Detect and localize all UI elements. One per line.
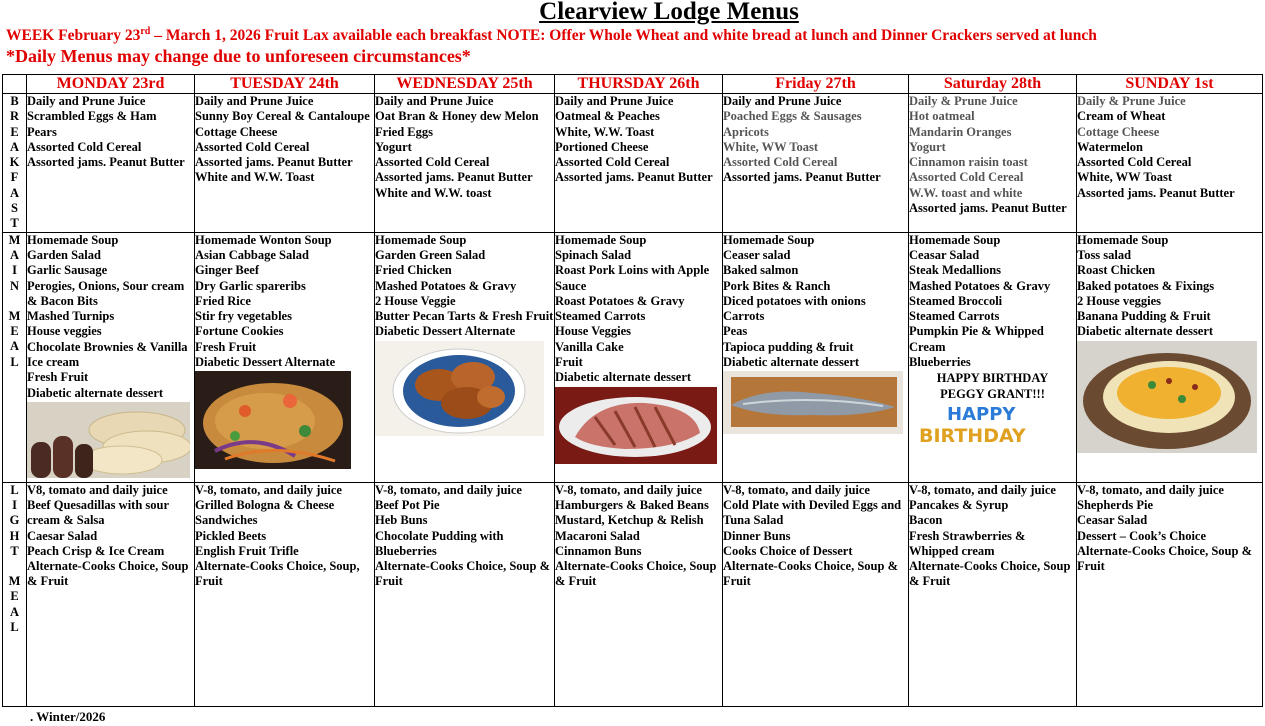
loaded-baked-potato-photo [1077, 341, 1257, 453]
light-meal-row [3, 482, 1263, 706]
roast-pork-loin-photo [555, 387, 717, 464]
breakfast-monday: Daily and Prune Juice Scrambled Eggs & Ham Pears Assorted Cold Cereal Assorted jams. Peanut Butter [27, 94, 195, 233]
breakfast-saturday: Daily & Prune Juice Hot oatmeal Mandarin Oranges Yogurt Cinnamon raisin toast Assorted Cold Cereal W.W. toast and white Assorted jams. Peanut Butter [909, 94, 1077, 233]
light-thursday: V-8, tomato, and daily juice Hamburgers & Baked Beans Mustard, Ketchup & Relish Macaroni Salad Cinnamon Buns Alternate-Cooks Choice, Soup & Fruit [555, 482, 723, 706]
week-notice-sup: rd [140, 25, 151, 37]
day-header-thursday: THURSDAY 26th [555, 75, 723, 94]
week-notice [6, 27, 1097, 45]
season-footer: . Winter/2026 [30, 709, 106, 724]
day-header-monday: MONDAY 23rd [27, 75, 195, 94]
happy-graphic-text: HAPPY [947, 403, 1016, 425]
light-wednesday: V-8, tomato, and daily juice Beef Pot Pie Heb Buns Chocolate Pudding with Blueberries Alternate-Cooks Choice, Soup & Fruit [375, 482, 555, 706]
light-monday: V8, tomato and daily juice Beef Quesadillas with sour cream & Salsa Caesar Salad Peach Crisp & Ice Cream Alternate-Cooks Choice, Soup & Fruit [27, 482, 195, 706]
main-meal-row [3, 232, 1263, 482]
day-header-saturday: Saturday 28th [909, 75, 1077, 94]
disclaimer-note: *Daily Menus may change due to unforeseen circumstances* [6, 46, 471, 66]
corner-cell [3, 75, 27, 94]
day-header-friday: Friday 27th [723, 75, 909, 94]
main-wednesday: Homemade Soup Garden Green Salad Fried Chicken Mashed Potatoes & Gravy 2 House Veggie Butter Pecan Tarts & Fresh Fruit Diabetic Dessert Alternate [375, 232, 555, 482]
garlic-sausage-perogies-photo [27, 402, 190, 478]
light-meal-label: L I G H T M E A L [3, 482, 27, 706]
menu-table [2, 74, 1263, 707]
day-header-wednesday: WEDNESDAY 25th [375, 75, 555, 94]
breakfast-thursday: Daily and Prune Juice Oatmeal & Peaches White, W.W. Toast Portioned Cheese Assorted Cold Cereal Assorted jams. Peanut Butter [555, 94, 723, 233]
breakfast-friday: Daily and Prune Juice Poached Eggs & Sausages Apricots White, WW Toast Assorted Cold Cereal Assorted jams. Peanut Butter [723, 94, 909, 233]
breakfast-wednesday: Daily and Prune Juice Oat Bran & Honey dew Melon Fried Eggs Yogurt Assorted Cold Cereal Assorted jams. Peanut Butter White and W.W. toast [375, 94, 555, 233]
light-saturday: V-8, tomato, and daily juice Pancakes & Syrup Bacon Fresh Strawberries & Whipped cream Alternate-Cooks Choice, Soup & Fruit [909, 482, 1077, 706]
breakfast-row [3, 94, 1263, 233]
week-notice-end: – March 1, 2026 Fruit Lax available each breakfast NOTE: Offer Whole Wheat and white bread at lunch and Dinner Crackers served at lunch [150, 27, 1097, 44]
main-sunday: Homemade Soup Toss salad Roast Chicken Baked potatoes & Fixings 2 House veggies Banana Pudding & Fruit Diabetic alternate dessert [1077, 232, 1263, 482]
main-meal-label: M A I N M E A L [3, 232, 27, 482]
light-tuesday: V-8, tomato, and daily juice Grilled Bologna & Cheese Sandwiches Pickled Beets English Fruit Trifle Alternate-Cooks Choice, Soup, Fruit [195, 482, 375, 706]
breakfast-sunday: Daily & Prune Juice Cream of Wheat Cottage Cheese Watermelon Assorted Cold Cereal White, WW Toast Assorted jams. Peanut Butter [1077, 94, 1263, 233]
breakfast-label: B R E A K F A S T [3, 94, 27, 233]
main-friday: Homemade Soup Ceaser salad Baked salmon Pork Bites & Ranch Diced potatoes with onions Carrots Peas Tapioca pudding & fruit Diabetic alternate dessert [723, 232, 909, 482]
birthday-graphic-text: BIRTHDAY [919, 424, 1026, 447]
page-title: Clearview Lodge Menus [539, 0, 799, 25]
main-tuesday: Homemade Wonton Soup Asian Cabbage Salad Ginger Beef Dry Garlic spareribs Fried Rice Stir fry vegetables Fortune Cookies Fresh Fruit Diabetic Dessert Alternate [195, 232, 375, 482]
header-row [3, 75, 1263, 94]
stir-fry-fried-rice-photo [195, 371, 351, 469]
light-friday: V-8, tomato, and daily juice Cold Plate with Deviled Eggs and Tuna Salad Dinner Buns Cooks Choice of Dessert Alternate-Cooks Choice, Soup & Fruit [723, 482, 909, 706]
week-notice-start: WEEK February 23 [6, 27, 141, 44]
baked-salmon-photo [723, 371, 903, 434]
day-header-sunday: SUNDAY 1st [1077, 75, 1263, 94]
main-thursday: Homemade Soup Spinach Salad Roast Pork Loins with Apple Sauce Roast Potatoes & Gravy Steamed Carrots House Veggies Vanilla Cake Fruit Diabetic alternate dessert [555, 232, 723, 482]
fried-chicken-photo [375, 341, 544, 436]
happy-birthday-graphic [917, 403, 1067, 447]
main-saturday: Homemade Soup Ceasar Salad Steak Medallions Mashed Potatoes & Gravy Steamed Broccoli Steamed Carrots Pumpkin Pie & Whipped Cream Blueberries HAPPY BIRTHDAY PEGGY GRANT!!! HAPPY BIRTHDAY [909, 232, 1077, 482]
birthday-message: HAPPY BIRTHDAY PEGGY GRANT!!! [936, 371, 1049, 401]
day-header-tuesday: TUESDAY 24th [195, 75, 375, 94]
light-sunday: V-8, tomato, and daily juice Shepherds Pie Ceasar Salad Dessert – Cook’s Choice Alternate-Cooks Choice, Soup & Fruit [1077, 482, 1263, 706]
breakfast-tuesday: Daily and Prune Juice Sunny Boy Cereal & Cantaloupe Cottage Cheese Assorted Cold Cereal Assorted jams. Peanut Butter White and W.W. Toast [195, 94, 375, 233]
main-monday: Homemade Soup Garden Salad Garlic Sausage Perogies, Onions, Sour cream & Bacon Bits Mashed Turnips House veggies Chocolate Brownies & Vanilla Ice cream Fresh Fruit Diabetic alternate dessert [27, 232, 195, 482]
